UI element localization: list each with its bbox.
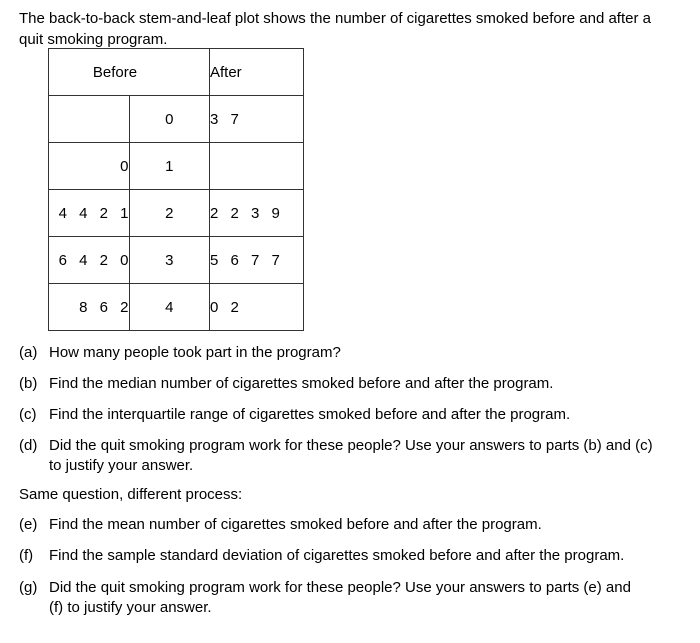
question-label: (b) <box>19 375 38 392</box>
stem: 2 <box>129 190 210 237</box>
after-leaves: 5 6 7 7 <box>210 251 284 269</box>
stem-leaf-table <box>48 48 304 331</box>
question-f <box>19 546 659 566</box>
question-g <box>19 578 649 618</box>
before-leaves: 8 6 2 <box>79 298 133 316</box>
table-row <box>49 237 304 284</box>
question-label: (a) <box>19 344 38 361</box>
question-label: (c) <box>19 406 37 423</box>
question-text: Find the sample standard deviation of cigarettes smoked before and after the program. <box>49 547 625 564</box>
header-after: After <box>210 49 304 96</box>
question-label: (e) <box>19 516 38 533</box>
question-text: How many people took part in the program? <box>49 344 341 361</box>
question-label: (g) <box>19 579 38 596</box>
question-label: (f) <box>19 547 34 564</box>
stem: 1 <box>129 143 210 190</box>
after-leaves: 2 2 3 9 <box>210 204 284 222</box>
stem: 4 <box>129 284 210 331</box>
question-c <box>19 405 659 425</box>
question-text: Did the quit smoking program work for these people? Use your answers to parts (e) and (f) to justify your answer. <box>49 579 631 616</box>
question-b <box>19 374 659 394</box>
after-leaves: 0 2 <box>210 298 243 316</box>
question-d <box>19 436 654 476</box>
separator-text: Same question, different process: <box>19 486 243 503</box>
table-row <box>49 284 304 331</box>
table-header-row <box>49 49 304 96</box>
question-text: Find the median number of cigarettes smoked before and after the program. <box>49 375 554 392</box>
question-a <box>19 343 659 363</box>
table-row <box>49 96 304 143</box>
question-label: (d) <box>19 437 38 454</box>
after-leaves: 3 7 <box>210 110 243 128</box>
before-leaves: 4 4 2 1 <box>58 204 133 222</box>
header-before: Before <box>92 63 138 81</box>
question-text: Find the mean number of cigarettes smoked before and after the program. <box>49 516 542 533</box>
before-leaves: 0 <box>120 157 133 175</box>
stem: 3 <box>129 237 210 284</box>
question-text: Find the interquartile range of cigarettes smoked before and after the program. <box>49 406 571 423</box>
problem-intro: The back-to-back stem-and-leaf plot shows the number of cigarettes smoked before and after a quit smoking program. <box>19 10 651 48</box>
question-text: Did the quit smoking program work for these people? Use your answers to parts (b) and (c) to justify your answer. <box>49 437 653 474</box>
table-row <box>49 190 304 237</box>
stem: 0 <box>129 96 210 143</box>
before-leaves: 6 4 2 0 <box>58 251 133 269</box>
table-row <box>49 143 304 190</box>
question-e <box>19 515 659 535</box>
